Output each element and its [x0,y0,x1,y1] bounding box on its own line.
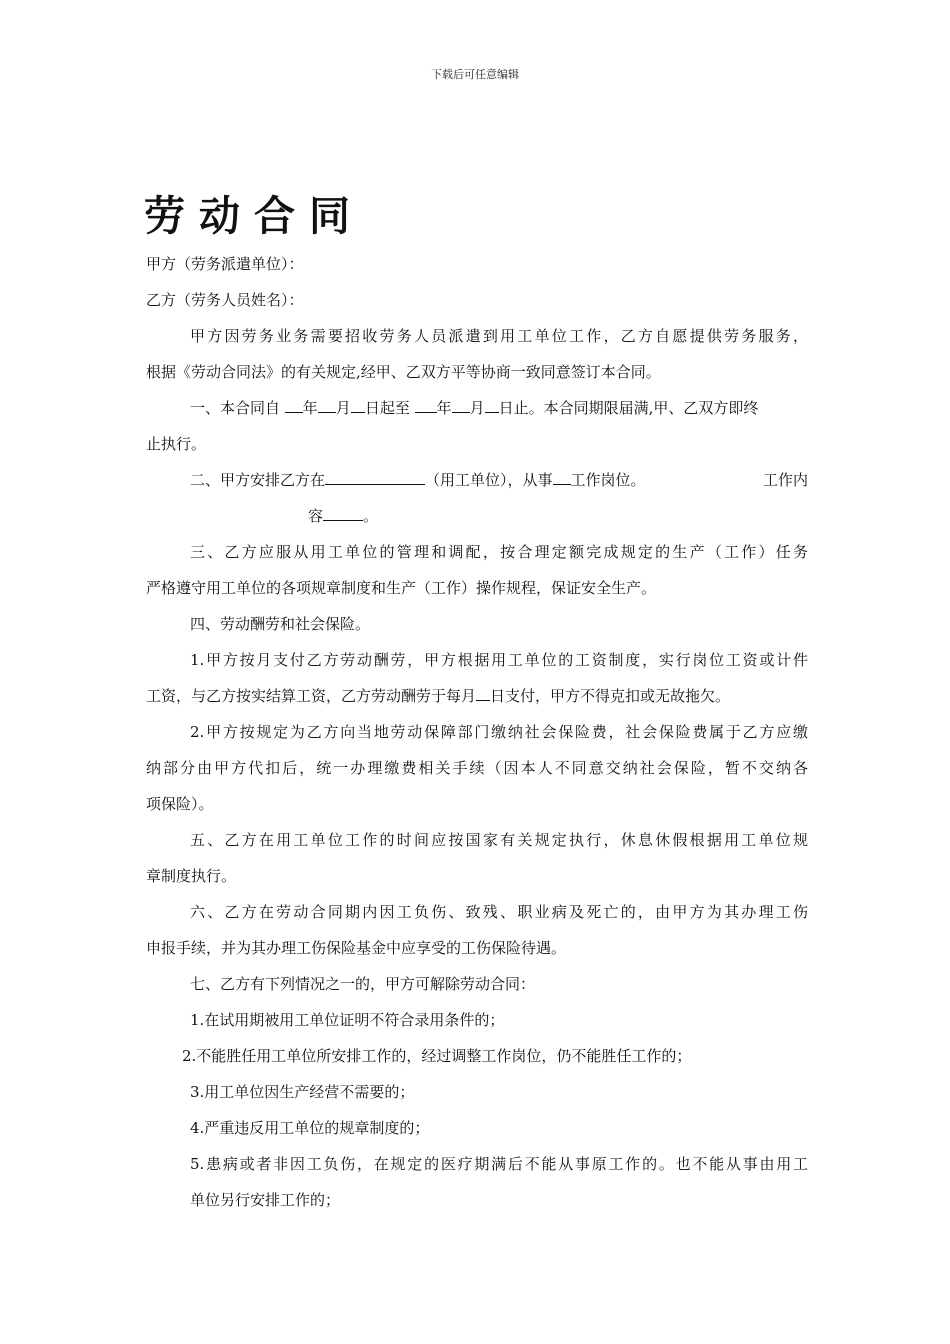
blank-start-year [285,396,303,413]
clause-2-line-1 [146,468,808,504]
blank-pay-day [476,684,490,701]
clause-2-text-2a: 容 [308,507,324,525]
clause-2-text-b: （用工单位），从事 [425,471,553,489]
clause-1-text-c: 月 [335,399,351,417]
clause-4-2-line-1: 2.甲方按规定为乙方向当地劳动保障部门缴纳社会保险费，社会保险费属于乙方应缴 [190,723,808,741]
clause-2-text-2b: 。 [363,507,379,525]
blank-job-content [323,504,363,521]
clause-4-1-line-2 [146,684,808,720]
blank-start-month [318,396,336,413]
clause-4-1-text-b: 日支付，甲方不得克扣或无故拖欠。 [490,687,731,705]
clause-7-item-5-line-1: 5.患病或者非因工负伤，在规定的医疗期满后不能从事原工作的。也不能从事由用工 [190,1155,808,1173]
intro-line-2: 根据《劳动合同法》的有关规定,经甲、乙双方平等协商一致同意签订本合同。 [146,363,661,381]
document-body [146,252,808,1224]
party-a-line: 甲方（劳务派遣单位）： [146,255,304,273]
clause-5-line-1: 五、乙方在用工单位工作的时间应按国家有关规定执行，休息休假根据用工单位规 [190,831,808,849]
blank-position [553,468,571,485]
clause-1-text-f: 月 [469,399,485,417]
clause-1-text-e: 年 [436,399,452,417]
clause-2-text-d: 工作内 [762,471,808,489]
clause-2-text-c: 工作岗位。 [570,471,646,489]
clause-7-item-1: 1.在试用期被用工单位证明不符合录用条件的； [190,1011,505,1029]
clause-3-line-1: 三、乙方应服从用工单位的管理和调配，按合理定额完成规定的生产（工作）任务 [190,543,808,561]
clause-1-text-g: 日止。本合同期限届满,甲、乙双方即终 [498,399,759,417]
clause-7-item-2: 2.不能胜任用工单位所安排工作的，经过调整工作岗位，仍不能胜任工作的； [182,1047,692,1065]
clause-5-line-2: 章制度执行。 [146,867,237,885]
clause-4-heading: 四、劳动酬劳和社会保险。 [190,615,371,633]
document-title: 劳动合同 [144,192,364,240]
blank-end-day [485,396,499,413]
clause-4-2-line-3: 项保险）。 [146,795,214,813]
clause-6-line-1: 六、乙方在劳动合同期内因工负伤、致残、职业病及死亡的，由甲方为其办理工伤 [190,903,808,921]
clause-2-left [190,468,646,504]
clause-2-text-a: 二、甲方安排乙方在 [190,471,326,489]
clause-1-line-1 [146,396,808,432]
clause-4-1-line-1: 1.甲方按月支付乙方劳动酬劳，甲方根据用工单位的工资制度，实行岗位工资或计件 [190,651,808,669]
header-note: 下载后可任意编辑 [431,68,519,81]
blank-start-day [351,396,365,413]
clause-6-line-2: 申报手续，并为其办理工伤保险基金中应享受的工伤保险待遇。 [146,939,567,957]
clause-1-text-b: 年 [302,399,318,417]
intro-line-1: 甲方因劳务业务需要招收劳务人员派遣到用工单位工作，乙方自愿提供劳务服务， [190,327,808,345]
clause-3-line-2: 严格遵守用工单位的各项规章制度和生产（工作）操作规程，保证安全生产。 [146,579,657,597]
clause-7-item-3: 3.用工单位因生产经营不需要的； [190,1083,415,1101]
clause-1-text-a: 一、本合同自 [190,399,285,417]
clause-7-heading: 七、乙方有下列情况之一的，甲方可解除劳动合同： [190,975,536,993]
clause-4-2-line-2: 纳部分由甲方代扣后，统一办理缴费相关手续（因本人不同意交纳社会保险，暂不交纳各 [146,759,808,777]
clause-7-item-4: 4.严重违反用工单位的规章制度的； [190,1119,430,1137]
blank-end-month [452,396,470,413]
clause-1-line-2: 止执行。 [146,435,207,453]
clause-1-text-d: 日起至 [364,399,415,417]
blank-end-year [415,396,437,413]
clause-4-1-text-a: 工资，与乙方按实结算工资，乙方劳动酬劳于每月 [146,687,477,705]
party-b-line: 乙方（劳务人员姓名）： [146,291,304,309]
clause-7-item-5-line-2: 单位另行安排工作的； [190,1191,341,1209]
clause-2-line-2 [146,504,808,540]
blank-employer [325,468,425,485]
